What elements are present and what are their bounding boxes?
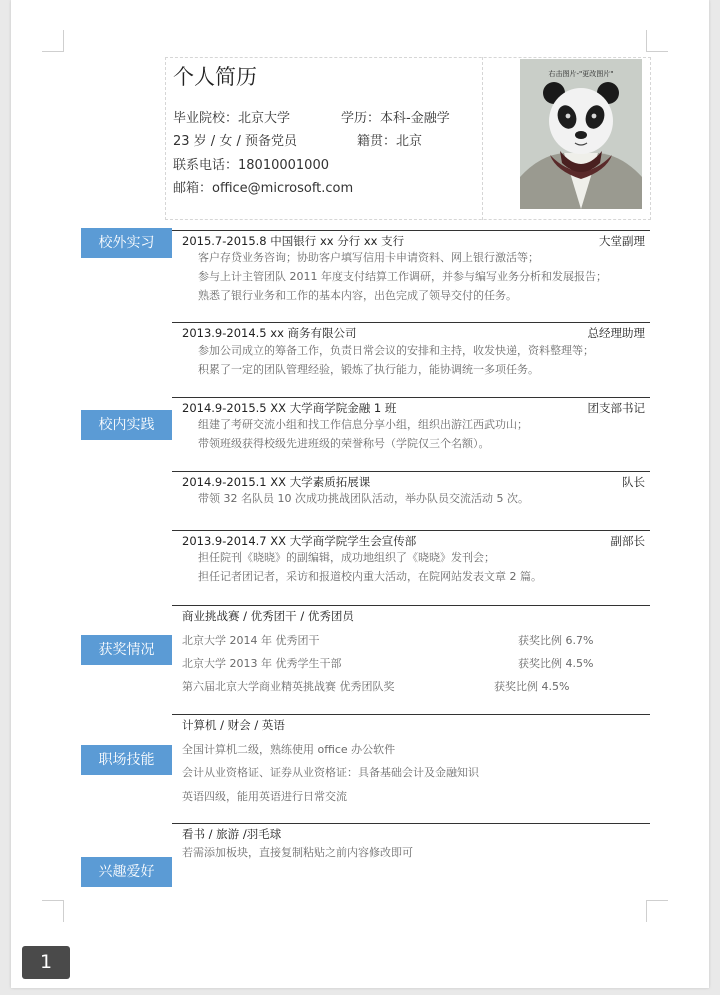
crop-mark-top-left [42,30,64,52]
entry-description[interactable]: 参加公司成立的筹备工作，负责日常会议的安排和主持，收发快递，资料整理等； [198,344,594,357]
entry-role[interactable]: 队长 [622,475,645,489]
entry-title[interactable]: 2015.7-2015.8 中国银行 xx 分行 xx 支行 [182,234,405,248]
award-ratio[interactable]: 获奖比例 4.5% [494,680,570,693]
entry-role[interactable]: 副部长 [610,534,645,548]
skill-item[interactable]: 会计从业资格证、证券从业资格证：具备基础会计及金融知识 [182,766,479,779]
entry-description[interactable]: 参与上计主管团队 2011 年度支付结算工作调研，并参与编写业务分析和发展报告； [198,270,607,283]
award-ratio[interactable]: 获奖比例 6.7% [518,634,594,647]
hobbies-summary[interactable]: 看书 / 旅游 /羽毛球 [182,827,282,841]
entry-title[interactable]: 2013.9-2014.5 xx 商务有限公司 [182,326,357,340]
section-tag-campus[interactable]: 校内实践 [81,410,172,440]
entry-title[interactable]: 2014.9-2015.5 XX 大学商学院金融 1 班 [182,401,397,415]
entry-description[interactable]: 带领班级获得校级先进班级的荣誉称号（学院仅三个名额）。 [198,437,490,450]
skill-item[interactable]: 全国计算机二级，熟练使用 office 办公软件 [182,743,396,756]
section-tag-internship[interactable]: 校外实习 [81,228,172,258]
header-divider [482,57,483,220]
crop-mark-top-right [646,30,668,52]
skills-summary[interactable]: 计算机 / 财会 / 英语 [182,718,285,732]
section-divider [172,714,650,715]
panda-portrait-icon [520,59,642,209]
crop-mark-bottom-left [42,900,64,922]
entry-description[interactable]: 组建了考研交流小组和找工作信息分享小组，组织出游江西武功山； [198,418,528,431]
award-item[interactable]: 北京大学 2014 年 优秀团干 [182,634,320,647]
section-divider [172,605,650,606]
entry-description[interactable]: 客户存贷业务咨询；协助客户填写信用卡申请资料、网上银行激活等； [198,251,539,264]
entry-description[interactable]: 担任院刊《晓晓》的副编辑，成功地组织了《晓晓》发刊会； [198,551,495,564]
phone-field[interactable]: 联系电话：18010001000 [173,158,329,173]
photo-caption: 右击图片-"更改图片" [548,70,614,78]
degree-field[interactable]: 学历：本科-金融学 [341,111,450,126]
entry-role[interactable]: 大堂副理 [599,234,645,248]
entry-title[interactable]: 2013.9-2014.7 XX 大学商学院学生会宣传部 [182,534,417,548]
section-divider [172,823,650,824]
award-item[interactable]: 第六届北京大学商业精英挑战赛 优秀团队奖 [182,680,395,693]
entry-role[interactable]: 团支部书记 [587,401,645,415]
entry-description[interactable]: 积累了一定的团队管理经验，锻炼了执行能力，能协调统一多项任务。 [198,363,539,376]
section-tag-awards[interactable]: 获奖情况 [81,635,172,665]
section-divider [172,322,650,323]
profile-photo[interactable] [520,59,642,209]
entry-description[interactable]: 带领 32 名队员 10 次成功挑战团队活动，举办队员交流活动 5 次。 [198,492,529,505]
entry-title[interactable]: 2014.9-2015.1 XX 大学素质拓展课 [182,475,371,489]
page-number-badge[interactable]: 1 [22,946,70,979]
skill-item[interactable]: 英语四级，能用英语进行日常交流 [182,790,347,803]
award-ratio[interactable]: 获奖比例 4.5% [518,657,594,670]
award-item[interactable]: 北京大学 2013 年 优秀学生干部 [182,657,342,670]
basic-info-field[interactable]: 23 岁 / 女 / 预备党员 [173,134,297,149]
hobbies-note[interactable]: 若需添加板块，直接复制粘贴之前内容修改即可 [182,846,413,859]
awards-summary[interactable]: 商业挑战赛 / 优秀团干 / 优秀团员 [182,609,354,623]
resume-title[interactable]: 个人简历 [173,65,257,89]
section-tag-skills[interactable]: 职场技能 [81,745,172,775]
entry-description[interactable]: 担任记者团记者，采访和报道校内重大活动，在院网站发表文章 2 篇。 [198,570,542,583]
email-field[interactable]: 邮箱：office@microsoft.com [173,181,354,196]
entry-description[interactable]: 熟悉了银行业务和工作的基本内容，出色完成了领导交付的任务。 [198,289,517,302]
crop-mark-bottom-right [646,900,668,922]
origin-field[interactable]: 籍贯：北京 [357,134,423,149]
entry-role[interactable]: 总经理助理 [587,326,645,340]
section-tag-hobbies[interactable]: 兴趣爱好 [81,857,172,887]
school-field[interactable]: 毕业院校：北京大学 [173,111,291,126]
section-divider [172,397,650,398]
section-divider [172,230,650,231]
section-divider [172,471,650,472]
section-divider [172,530,650,531]
